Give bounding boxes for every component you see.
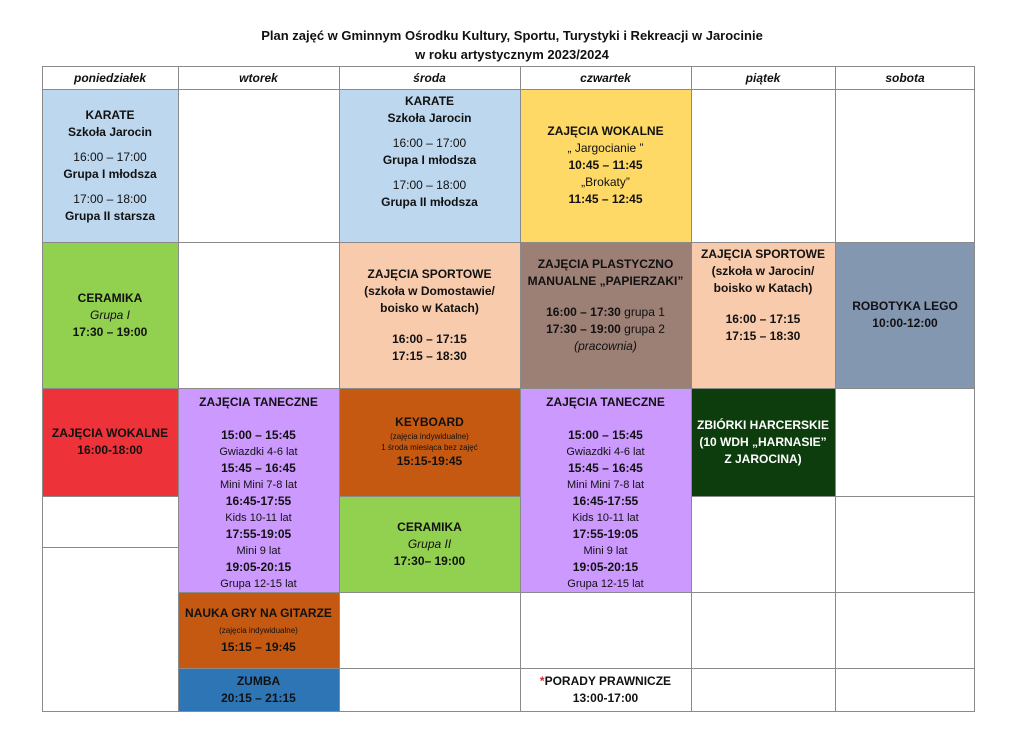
column-divider	[339, 66, 340, 712]
friday-harcerskie-block	[691, 388, 835, 496]
tuesday-gitara-block	[178, 592, 339, 668]
activity-title: Z JAROCINA)	[724, 451, 802, 466]
column-divider	[520, 66, 521, 712]
thursday-taneczne-block	[520, 388, 691, 592]
time-range: 11:45 – 12:45	[568, 192, 643, 206]
activity-title: MANUALNE „PAPIERZAKI”	[527, 274, 684, 288]
day-header-wednesday: środa	[413, 70, 446, 85]
column-divider	[178, 66, 179, 712]
time-range: 19:05-20:15	[572, 560, 639, 574]
group-name: Gwiazdki 4-6 lat	[566, 446, 645, 458]
monday-karate-block	[42, 89, 178, 242]
activity-title: CERAMIKA	[397, 519, 462, 534]
time-range: 16:45-17:55	[225, 494, 292, 508]
activity-title: KARATE	[404, 94, 455, 108]
table-border-right	[974, 66, 975, 712]
row-divider	[42, 388, 975, 389]
row-divider	[178, 668, 975, 669]
activity-place: (szkoła w Domostawie/	[364, 283, 495, 298]
time-range: 13:00-17:00	[572, 691, 639, 705]
activity-place: (szkoła w Jarocin/	[711, 264, 815, 278]
activity-place: boisko w Katach)	[713, 281, 813, 295]
time-range: 16:00 – 17:15	[392, 331, 467, 346]
activity-title: ZAJĘCIA TANECZNE	[546, 395, 665, 409]
time-range: 17:00 – 18:00	[73, 191, 147, 206]
activity-note: (zajęcia indywidualne)	[390, 432, 469, 441]
wednesday-karate-block	[339, 89, 520, 242]
table-border-left	[42, 66, 43, 712]
activity-note: 1 środa miesiąca bez zajęć	[381, 443, 478, 452]
time-range: 15:00 – 15:45	[221, 428, 296, 442]
activity-title: ZUMBA	[236, 674, 281, 688]
group-name: Mini 9 lat	[236, 545, 281, 557]
activity-title: ZAJĘCIA TANECZNE	[199, 395, 318, 409]
time-range: 16:00-18:00	[77, 443, 143, 457]
activity-place: boisko w Katach)	[380, 300, 479, 315]
activity-title: ROBOTYKA LEGO	[852, 299, 958, 313]
time-slot	[546, 304, 665, 321]
day-header-saturday: sobota	[885, 70, 925, 85]
activity-note: (zajęcia indywidualne)	[219, 625, 298, 635]
schedule-table	[42, 66, 975, 712]
activity-title: KARATE	[85, 107, 135, 122]
group-name: Grupa 12-15 lat	[567, 578, 644, 590]
monday-ceramika-block	[42, 242, 178, 388]
activity-title: ZAJĘCIA SPORTOWE	[367, 266, 492, 281]
wednesday-sportowe-block	[339, 242, 520, 388]
monday-wokalne-block	[42, 388, 178, 496]
tuesday-zumba-block	[178, 668, 339, 712]
column-divider	[835, 66, 836, 712]
tuesday-taneczne-block	[178, 388, 339, 592]
group-name: Grupa I młodsza	[382, 153, 477, 167]
time-range: 17:30 – 19:00	[72, 324, 148, 339]
time-range: 17:15 – 18:30	[392, 348, 467, 363]
group-name: Kids 10-11 lat	[572, 512, 639, 524]
thursday-porady-block	[520, 668, 691, 712]
group-name: Grupa I młodsza	[63, 166, 157, 181]
row-divider	[339, 496, 520, 497]
column-divider	[691, 66, 692, 712]
row-divider	[42, 547, 178, 548]
time-range: 17:55-19:05	[572, 527, 639, 541]
activity-title: CERAMIKA	[77, 290, 143, 305]
saturday-robotyka-block	[835, 242, 975, 388]
row-divider	[178, 592, 975, 593]
day-header-friday: piątek	[745, 70, 781, 85]
group-name: „ Jargocianie ”	[567, 141, 644, 155]
activity-title: ZBIÓRKI HARCERSKIE	[696, 417, 829, 432]
thursday-plastyczne-block	[520, 242, 691, 388]
schedule-title-line1: Plan zajęć w Gminnym Ośrodku Kultury, Sportu, Turystyki i Rekreacji w Jarocinie	[261, 28, 763, 43]
time-range: 20:15 – 21:15	[221, 691, 296, 705]
wednesday-keyboard-block	[339, 388, 520, 496]
time-range: 16:00 – 17:15	[725, 312, 801, 326]
schedule-title-line2: w roku artystycznym 2023/2024	[415, 47, 609, 62]
time-range: 15:45 – 16:45	[568, 461, 643, 475]
time-range: 17:30 – 19:00	[546, 322, 621, 336]
time-range: 15:15 – 19:45	[221, 639, 296, 654]
group-name: Mini Mini 7-8 lat	[566, 479, 645, 491]
activity-title: NAUKA GRY NA GITARZE	[185, 605, 332, 620]
time-slot	[546, 321, 665, 338]
activity-title: ZAJĘCIA WOKALNE	[547, 124, 664, 138]
time-range: 17:30– 19:00	[393, 553, 466, 568]
row-divider	[42, 242, 975, 243]
activity-title: ZAJĘCIA WOKALNE	[51, 426, 169, 440]
time-range: 16:00 – 17:00	[73, 149, 147, 164]
row-divider	[691, 496, 975, 497]
group-name: Gwiazdki 4-6 lat	[219, 446, 298, 458]
activity-title: *PORADY PRAWNICZE	[539, 674, 672, 688]
group-name: Grupa II starsza	[64, 208, 156, 223]
group-name: Grupa II	[407, 536, 452, 551]
day-header-thursday: czwartek	[580, 70, 631, 85]
group-name: Mini Mini 7-8 lat	[219, 479, 298, 491]
time-range: 15:00 – 15:45	[568, 428, 643, 442]
group-name: Kids 10-11 lat	[225, 512, 292, 524]
group-name: Grupa II młodsza	[381, 195, 478, 209]
group-name: „Brokaty”	[581, 175, 630, 189]
activity-title: (10 WDH „HARNASIE”	[699, 434, 827, 449]
activity-title: ZAJĘCIA SPORTOWE	[700, 247, 825, 261]
time-range: 19:05-20:15	[225, 560, 292, 574]
time-range: 17:55-19:05	[225, 527, 292, 541]
time-range: 15:15-19:45	[396, 454, 463, 468]
thursday-wokalne-block	[520, 89, 691, 242]
group-name: Grupa I	[89, 307, 131, 322]
group-name: grupa 1	[620, 305, 665, 319]
activity-place: (pracownia)	[574, 339, 637, 353]
row-divider	[42, 496, 178, 497]
time-range: 16:00 – 17:30	[546, 305, 621, 319]
activity-title: ZAJĘCIA PLASTYCZNO	[537, 257, 674, 271]
day-header-tuesday: wtorek	[239, 70, 278, 85]
activity-title: KEYBOARD	[395, 415, 464, 429]
time-range: 17:00 – 18:00	[392, 178, 467, 192]
time-range: 16:00 – 17:00	[392, 136, 467, 150]
day-header-monday: poniedziałek	[73, 70, 147, 85]
group-name: Mini 9 lat	[583, 545, 628, 557]
group-name: Grupa 12-15 lat	[220, 578, 297, 590]
time-range: 10:45 – 11:45	[568, 158, 643, 172]
activity-place: Szkoła Jarocin	[387, 111, 472, 125]
wednesday-ceramika-block	[339, 496, 520, 592]
friday-sportowe-block	[691, 242, 835, 388]
time-range: 17:15 – 18:30	[725, 329, 801, 343]
time-range: 10:00-12:00	[872, 316, 938, 330]
group-name: grupa 2	[620, 322, 665, 336]
asterisk-icon: *	[539, 674, 545, 688]
activity-place: Szkoła Jarocin	[67, 124, 153, 139]
time-range: 16:45-17:55	[572, 494, 639, 508]
time-range: 15:45 – 16:45	[221, 461, 296, 475]
